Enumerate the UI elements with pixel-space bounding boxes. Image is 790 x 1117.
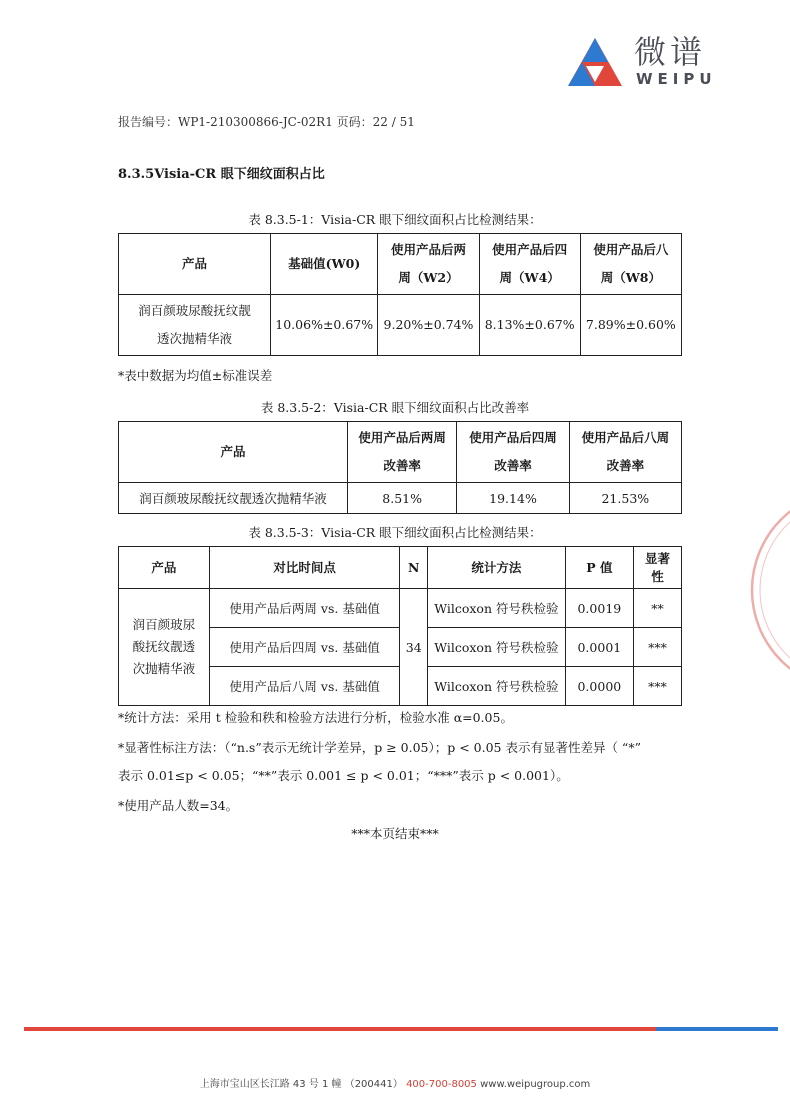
table-row <box>119 483 682 514</box>
table1-value-w4: 8.13%±0.67% <box>479 295 580 356</box>
table3-header-row <box>119 547 682 589</box>
footer-divider-red <box>24 1027 656 1031</box>
table3-method-cell: Wilcoxon 符号秩检验 <box>428 628 566 667</box>
table1-header-w8: 使用产品后八周（W8） <box>580 234 681 295</box>
report-number-line: 报告编号：WP1-210300866-JC-02R1 页码：22 / 51 <box>118 115 415 129</box>
footer-phone: 400-700-8005 <box>406 1079 477 1090</box>
table3-time-cell: 使用产品后四周 vs. 基础值 <box>209 628 400 667</box>
significance-note-line2: 表示 0.01≤p < 0.05；“**”表示 0.001 ≤ p < 0.01；“***”表示 p < 0.001）。 <box>118 768 569 783</box>
table3 <box>118 546 682 706</box>
section-title: 8.3.5Visia-CR 眼下细纹面积占比 <box>118 167 325 182</box>
table3-product-cell: 润百颜玻尿酸抚纹靓透次抛精华液 <box>119 589 210 706</box>
table3-header-product: 产品 <box>119 547 210 589</box>
footer-website: www.weipugroup.com <box>480 1079 591 1090</box>
footer-address: 上海市宝山区长江路 43 号 1 幢 （200441） <box>199 1079 403 1090</box>
table3-sig-cell: *** <box>634 667 682 706</box>
table1-value-w0: 10.06%±0.67% <box>271 295 378 356</box>
table3-p-cell: 0.0001 <box>565 628 633 667</box>
table1-header-w4: 使用产品后四周（W4） <box>479 234 580 295</box>
table3-header-method: 统计方法 <box>428 547 566 589</box>
table2 <box>118 421 682 514</box>
footer <box>0 1075 790 1090</box>
table3-header-p: P 值 <box>565 547 633 589</box>
table2-header-row <box>119 422 682 483</box>
table2-header-w2: 使用产品后两周改善率 <box>348 422 457 483</box>
table3-sig-cell: *** <box>634 628 682 667</box>
table2-value-w4: 19.14% <box>457 483 569 514</box>
page-end-mark: ***本页结束*** <box>351 826 439 841</box>
table3-time-cell: 使用产品后两周 vs. 基础值 <box>209 589 400 628</box>
table3-n-cell: 34 <box>400 589 428 706</box>
table2-product-cell: 润百颜玻尿酸抚纹靓透次抛精华液 <box>119 483 348 514</box>
table-row <box>119 589 682 628</box>
table3-sig-cell: ** <box>634 589 682 628</box>
table1-product-cell: 润百颜玻尿酸抚纹靓透次抛精华液 <box>119 295 271 356</box>
logo-english-text: WEIPU <box>636 70 717 88</box>
table1-value-w8: 7.89%±0.60% <box>580 295 681 356</box>
table-row <box>119 295 682 356</box>
footer-divider-blue <box>656 1027 778 1031</box>
table1-header-w0: 基础值(W0) <box>271 234 378 295</box>
table1-header-row <box>119 234 682 295</box>
table3-caption: 表 8.3.5-3：Visia-CR 眼下细纹面积占比检测结果： <box>248 525 542 540</box>
table3-header-sig: 显著性 <box>634 547 682 589</box>
stat-method-note: *统计方法：采用 t 检验和秩和检验方法进行分析，检验水准 α=0.05。 <box>118 710 513 725</box>
table3-time-cell: 使用产品后八周 vs. 基础值 <box>209 667 400 706</box>
table3-method-cell: Wilcoxon 符号秩检验 <box>428 667 566 706</box>
table1 <box>118 233 682 356</box>
logo-chinese-text: 微谱 <box>634 33 707 71</box>
table2-header-w4: 使用产品后四周改善率 <box>457 422 569 483</box>
table3-header-time: 对比时间点 <box>209 547 400 589</box>
table2-header-product: 产品 <box>119 422 348 483</box>
weipu-logo-icon <box>566 36 624 88</box>
table1-caption: 表 8.3.5-1：Visia-CR 眼下细纹面积占比检测结果： <box>248 212 542 227</box>
table1-note: *表中数据为均值±标准误差 <box>118 368 273 383</box>
table2-header-w8: 使用产品后八周改善率 <box>569 422 681 483</box>
table3-header-n: N <box>400 547 428 589</box>
table3-p-cell: 0.0000 <box>565 667 633 706</box>
table2-caption: 表 8.3.5-2：Visia-CR 眼下细纹面积占比改善率 <box>260 400 530 415</box>
table1-value-w2: 9.20%±0.74% <box>378 295 479 356</box>
table3-p-cell: 0.0019 <box>565 589 633 628</box>
subject-count-note: *使用产品人数=34。 <box>118 798 239 813</box>
seal-stamp-icon <box>742 460 790 720</box>
significance-note-line1: *显著性标注方法：（“n.s”表示无统计学差异，p ≥ 0.05）；p < 0.05 表示有显著性差异（ “*” <box>118 740 641 755</box>
table1-header-product: 产品 <box>119 234 271 295</box>
table1-header-w2: 使用产品后两周（W2） <box>378 234 479 295</box>
table2-value-w8: 21.53% <box>569 483 681 514</box>
table3-method-cell: Wilcoxon 符号秩检验 <box>428 589 566 628</box>
table2-value-w2: 8.51% <box>348 483 457 514</box>
